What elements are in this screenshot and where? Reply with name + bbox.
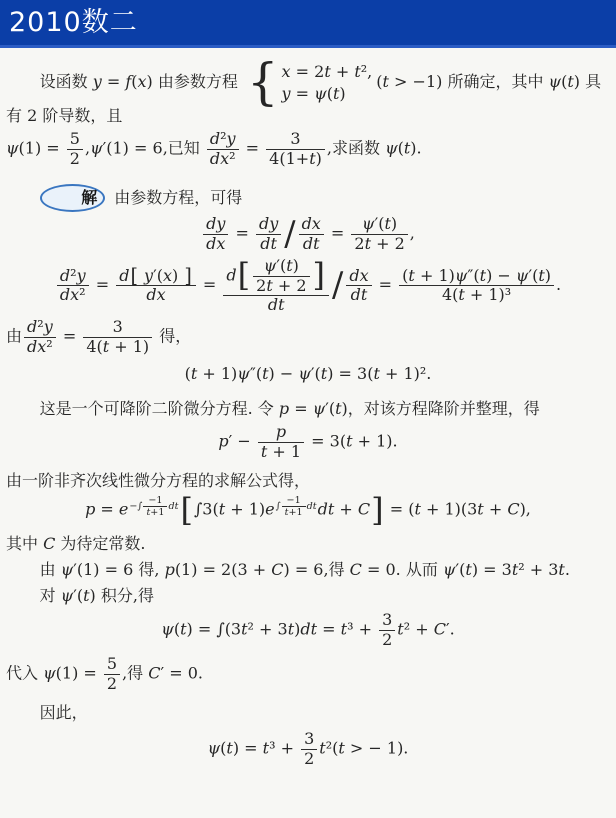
text-run: 具有 2 阶导数，且: [6, 72, 602, 126]
stretched-bracket: ]: [312, 256, 325, 295]
math-run: y′(x): [144, 265, 184, 285]
math-run: dt: [267, 294, 285, 314]
text-run: ,求函数: [326, 138, 386, 158]
math-run: =: [240, 138, 265, 158]
stretched-bracket: [: [237, 256, 251, 295]
math-run: 4(t + 1)³: [441, 285, 512, 305]
linear-ode-formula-text: [6, 469, 610, 492]
fraction-denominator: [57, 286, 89, 304]
math-run: x = 2t + t²,: [281, 62, 373, 81]
formula-general-solution-p: [6, 490, 610, 529]
math-run: dt: [306, 501, 317, 513]
math-run: 2: [106, 673, 118, 693]
fraction-numerator: [301, 730, 317, 749]
stretched-bracket: [: [180, 490, 193, 529]
fraction-numerator: [346, 267, 371, 286]
math-run: dy: [206, 214, 226, 234]
math-run: C: [43, 533, 56, 553]
math-run: dy: [258, 214, 279, 234]
math-run: −1: [148, 495, 163, 507]
text-run: 这是一个可降阶二阶微分方程. 令: [39, 399, 279, 419]
system-rows: [282, 61, 373, 104]
math-run: p(1) = 2(3 + C) = 6: [164, 560, 324, 579]
fraction-denominator: [67, 150, 83, 168]
math-run: −1: [286, 495, 301, 507]
math-run: d²y: [27, 317, 53, 337]
stretched-bracket: /: [284, 213, 296, 253]
math-run: p = e: [85, 499, 129, 519]
fraction-denominator: [24, 338, 56, 356]
math-run: d: [226, 265, 237, 285]
text-run: 由参数方程: [152, 72, 243, 92]
fraction-numerator: [143, 495, 167, 507]
math-run: dx²: [209, 148, 236, 168]
fraction: [67, 130, 83, 168]
fraction: [282, 495, 306, 518]
math-run: 4(1+t): [269, 148, 322, 168]
fraction-numerator: [256, 215, 281, 234]
fraction-denominator: [203, 235, 228, 253]
page-title: 2010数二: [9, 7, 138, 38]
integrate-text: [6, 584, 610, 607]
stretched-bracket: /: [332, 265, 344, 305]
math-run: 4(t + 1): [86, 336, 150, 356]
fraction: [258, 423, 304, 461]
fraction-numerator: [116, 264, 196, 288]
text-run: 由参数方程，可得: [114, 188, 243, 208]
math-run: =: [373, 275, 398, 295]
math-run: .: [556, 275, 562, 295]
fraction-numerator: [399, 267, 554, 286]
math-run: dx²: [27, 336, 53, 356]
fraction-denominator: [299, 235, 324, 253]
text-run: 对: [39, 586, 61, 606]
math-run: dt: [168, 501, 179, 513]
formula-final-answer: [6, 730, 610, 768]
text-run: ，对该方程降阶并整理，得: [347, 399, 540, 419]
text-run: 积分,得: [95, 586, 154, 606]
fraction-denominator: [116, 286, 196, 304]
text-run: 其中: [6, 533, 44, 553]
fraction: [379, 611, 395, 649]
math-run: 3: [382, 610, 393, 630]
math-run: dt: [350, 285, 368, 305]
document-content: [0, 48, 616, 768]
constant-note: [6, 532, 610, 555]
fraction: [399, 267, 554, 305]
math-run: (t + 1)ψ″(t) − ψ′(t) = 3(t + 1)².: [184, 364, 432, 384]
reduce-order-text: [6, 397, 610, 420]
math-run: ψ(t).: [385, 138, 422, 158]
math-run: −∫: [129, 501, 143, 513]
superscript: [276, 495, 317, 518]
math-run: p′ −: [218, 431, 256, 451]
fraction-numerator: [207, 130, 239, 149]
fraction-denominator: [379, 631, 395, 649]
math-run: ∫3(t + 1)e: [193, 499, 275, 519]
text-run: ,得: [323, 560, 350, 579]
math-run: (t + 1)ψ″(t) − ψ′(t): [402, 265, 551, 285]
fraction-denominator: [258, 443, 304, 461]
text-run: 设函数: [39, 72, 93, 92]
header-bar: [0, 0, 616, 48]
math-run: =: [230, 223, 254, 243]
math-run: dx: [349, 265, 369, 285]
text-run: 由: [39, 560, 61, 579]
math-run: =: [90, 275, 115, 295]
fraction-denominator: [282, 507, 306, 518]
fraction: [207, 130, 239, 168]
fraction-numerator: [253, 257, 309, 276]
math-run: p = ψ′(t): [278, 399, 348, 419]
fraction: [116, 264, 196, 305]
math-run: p: [275, 422, 287, 442]
math-run: y = f(x): [92, 72, 153, 92]
math-run: =: [197, 275, 222, 295]
math-run: dt: [302, 233, 320, 253]
math-run: =: [325, 223, 350, 243]
math-run: ,: [409, 223, 415, 243]
math-run: d²y: [59, 265, 86, 285]
math-run: ψ′(t): [362, 214, 398, 234]
math-run: dx: [206, 233, 226, 253]
system-row: [282, 61, 373, 83]
math-run: ψ′(t): [263, 256, 299, 276]
fraction-denominator: [346, 286, 371, 304]
fraction: [203, 215, 228, 253]
equation-system: [246, 52, 373, 111]
solve-constant-C-prime: [6, 655, 610, 693]
solve-constant-C: [6, 558, 610, 581]
text-run: ,得: [122, 663, 149, 683]
math-run: d: [119, 265, 130, 285]
fraction-numerator: [83, 318, 152, 337]
formula-second-derivative: [6, 257, 610, 314]
fraction: [256, 215, 281, 253]
formula-psi-integral: [6, 611, 610, 649]
fraction-numerator: [282, 495, 306, 507]
math-run: t+1: [146, 507, 165, 519]
problem-statement-line-1: [6, 52, 610, 127]
text-run: 由: [6, 326, 23, 346]
substitute-given-derivative: [6, 318, 610, 356]
fraction-denominator: [253, 277, 309, 295]
math-run: ψ′(t) = 3t² + 3t.: [442, 560, 570, 579]
text-run: 代入: [6, 663, 44, 683]
math-run: 3: [112, 317, 123, 337]
math-run: ,ψ′(1) = 6: [84, 138, 163, 158]
text-run: 得,: [133, 560, 165, 579]
math-run: 3: [304, 729, 315, 749]
text-run: 得，: [154, 326, 192, 346]
fraction-denominator: [143, 507, 167, 518]
left-brace: {: [246, 52, 279, 111]
fraction-denominator: [256, 235, 281, 253]
math-run: = (t + 1)(3t + C),: [384, 499, 531, 519]
fraction-denominator: [207, 150, 239, 168]
fraction-numerator: [379, 611, 395, 630]
fraction: [253, 257, 309, 295]
problem-statement-line-2: [6, 130, 610, 168]
text-run: 从而: [400, 560, 443, 579]
fraction: [299, 215, 324, 253]
fraction-denominator: [223, 296, 329, 314]
math-run: 3: [290, 129, 301, 149]
fraction-denominator: [301, 750, 317, 768]
math-run: C′ = 0.: [148, 663, 203, 683]
stretched-bracket: [: [130, 264, 138, 288]
fraction-numerator: [258, 423, 304, 442]
system-row: [282, 83, 346, 105]
solve-badge: 解: [40, 184, 106, 212]
math-run: ψ′(t): [60, 586, 96, 606]
math-run: C = 0.: [349, 560, 401, 579]
fraction-numerator: [351, 215, 407, 234]
math-run: ψ(1) =: [43, 663, 102, 683]
superscript: [129, 495, 178, 518]
fraction: [346, 267, 371, 305]
text-run: 为待定常数.: [55, 533, 146, 553]
math-run: t + 1: [260, 441, 302, 461]
math-run: = 3(t + 1).: [306, 431, 398, 451]
math-run: dx²: [59, 285, 86, 305]
math-run: 2t + 2: [354, 233, 405, 253]
math-run: d²y: [209, 129, 236, 149]
fraction-denominator: [83, 338, 152, 356]
math-run: y = ψ(t): [281, 83, 346, 103]
fraction-numerator: [67, 130, 83, 149]
fraction-numerator: [299, 215, 324, 234]
math-run: 5: [106, 654, 118, 674]
fraction-denominator: [351, 235, 407, 253]
math-run: ψ(t): [548, 72, 581, 92]
fraction: [57, 267, 89, 305]
math-run: dx: [146, 285, 166, 305]
math-run: ψ(1) =: [6, 138, 65, 158]
math-run: ψ′(1) = 6: [60, 560, 134, 579]
fraction-numerator: [57, 267, 89, 286]
math-run: ∫: [275, 501, 281, 513]
stretched-bracket: ]: [371, 490, 384, 529]
math-run: =: [57, 326, 82, 346]
math-run: t² + C′.: [397, 619, 455, 639]
math-run: (t > −1): [376, 72, 443, 92]
therefore-text: [6, 701, 610, 724]
fraction-denominator: [104, 675, 120, 693]
fraction-numerator: [203, 215, 228, 234]
fraction: [351, 215, 407, 253]
math-run: 5: [69, 129, 80, 149]
math-run: dt: [260, 233, 277, 253]
fraction-numerator: [24, 318, 56, 337]
fraction-denominator: [266, 150, 325, 168]
stretched-bracket: ]: [184, 264, 192, 288]
fraction-numerator: [223, 257, 329, 296]
fraction: [266, 130, 325, 168]
math-run: t+1: [284, 507, 303, 519]
math-run: t²(t > − 1).: [319, 738, 409, 758]
math-run: dt + C: [317, 499, 371, 519]
fraction-denominator: [399, 286, 554, 304]
math-run: 2: [304, 748, 315, 768]
math-run: ψ(t) = t³ +: [207, 738, 300, 758]
fraction-numerator: [266, 130, 325, 149]
math-run: ψ(t) = ∫(3t² + 3t)dt = t³ +: [161, 619, 378, 639]
fraction: [223, 257, 329, 314]
text-run: ,已知: [162, 138, 205, 158]
formula-first-derivative: [6, 215, 610, 253]
text-run: 由一阶非齐次线性微分方程的求解公式得，: [6, 471, 311, 491]
fraction: [301, 730, 317, 768]
text-run: 因此，: [39, 702, 88, 722]
fraction: [143, 495, 167, 518]
solution-intro: [6, 184, 610, 212]
text-run: 所确定，其中: [442, 72, 549, 92]
fraction-numerator: [104, 655, 120, 674]
math-run: 2: [69, 148, 80, 168]
fraction: [104, 655, 120, 693]
fraction: [83, 318, 152, 356]
formula-ode-second-order: [6, 362, 610, 385]
fraction: [24, 318, 56, 356]
math-run: 2t + 2: [256, 275, 307, 295]
formula-first-order-ode: [6, 423, 610, 461]
math-run: dx: [301, 214, 321, 234]
math-run: 2: [382, 629, 393, 649]
